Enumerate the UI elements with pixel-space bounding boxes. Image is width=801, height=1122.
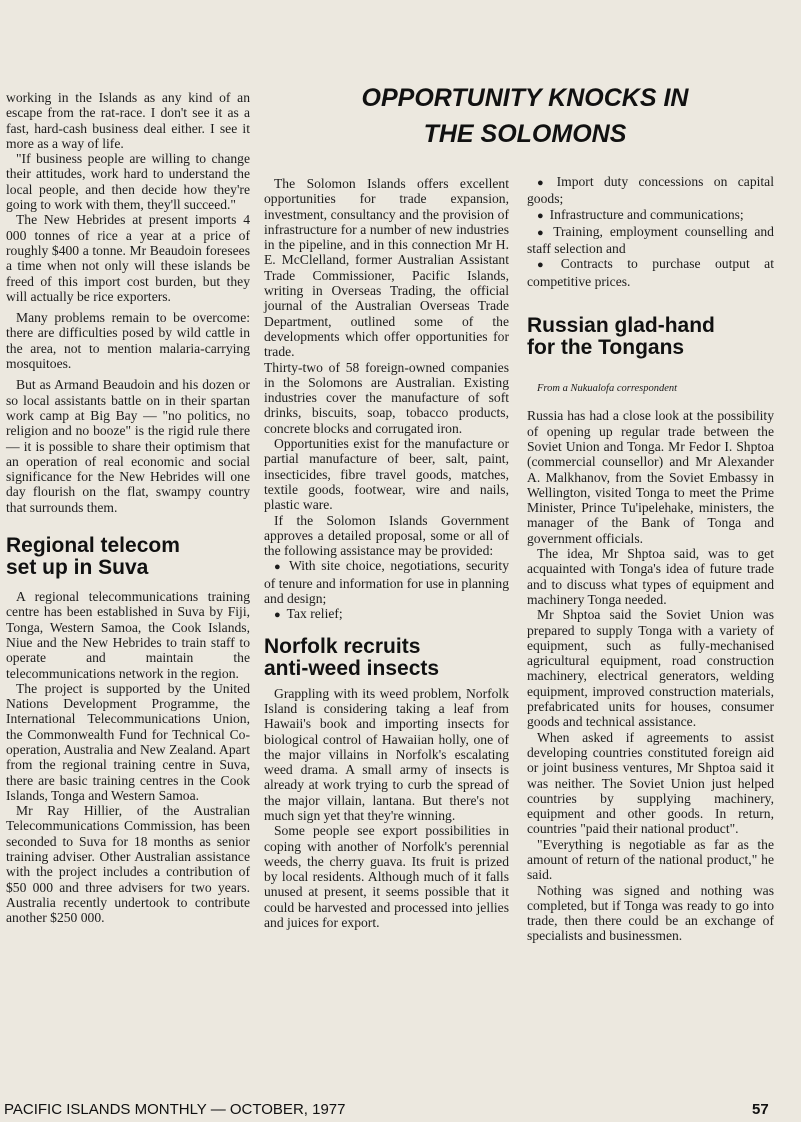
russia-headline-line2: for the Tongans xyxy=(527,336,685,360)
column-3 xyxy=(527,174,774,944)
solomons-bullet: ● Training, employment counselling and staff selection and xyxy=(527,224,774,257)
solomons-paragraph: Opportunities exist for the manufacture or partial manufacture of beer, salt, paint, insecticides, fibre travel goods, matches, textile goods, footwear, wire and nails, plastic ware. xyxy=(264,436,509,513)
russia-paragraph: When asked if agreements to assist developing countries constituted foreign aid or joint business ventures, Mr Shptoa said it was neither. The Soviet Union just helped countries by supplying machinery, equipment and other goods. In return, countries "paid their national product". xyxy=(527,729,774,837)
intro-paragraph: Many problems remain to be overcome: there are difficulties posed by wild cattle in the area, not to mention malaria-carrying mosquitoes. xyxy=(6,310,250,372)
publication-footer: PACIFIC ISLANDS MONTHLY — OCTOBER, 1977 xyxy=(4,1101,346,1118)
russia-headline-line1: Russian glad-hand xyxy=(527,314,715,338)
norfolk-paragraph: Some people see export possibilities in coping with another of Norfolk's perennial weeds, the cherry guava. Its fruit is prized by local residents. Although much of it falls unused at present, it seems possible that it could be harvested and processed into jellies and juices for export. xyxy=(264,823,509,931)
telecom-headline xyxy=(6,535,250,579)
telecom-headline-line2: set up in Suva xyxy=(6,556,149,580)
solomons-paragraph: If the Solomon Islands Government approves a detailed proposal, some or all of the following assistance may be provided: xyxy=(264,512,509,559)
page-number: 57 xyxy=(752,1101,769,1118)
russia-paragraph: Russia has had a close look at the possibility of opening up regular trade between the Soviet Union and Tonga. Mr Fedor I. Shptoa (commercial counsellor) and Mr Alexander A. Malkhanov, from the Soviet Embassy in Wellington, visited Tonga to meet the Prime Minister, Prince Tu'ipelehake, ministers, the manager of the Bank of Tonga and government officials. xyxy=(527,408,774,546)
russia-headline xyxy=(527,315,774,359)
intro-paragraph: working in the Islands as any kind of an escape from the rat-race. I don't see it as a fast, hard-cash business deal either. I see it more as a way of life. xyxy=(6,90,250,151)
norfolk-headline-line2: anti-weed insects xyxy=(264,656,440,680)
solomons-paragraph: The Solomon Islands offers excellent opportunities for trade expansion, investment, consultancy and the provision of infrastructure for a number of new industries in the pipeline, and in this connection Mr H. E. McClelland, former Australian Assistant Trade Commissioner, Pacific Islands, writing in Overseas Trading, the official journal of the Australian Overseas Trade Department, outlined some of the developments which offer opportunities for trade. xyxy=(264,176,509,360)
russia-paragraph: "Everything is negotiable as far as the amount of return of the national product," he said. xyxy=(527,836,774,883)
russia-paragraph: Nothing was signed and nothing was completed, but if Tonga was ready to go into trade, then there could be an exchange of specialists and businessmen. xyxy=(527,882,774,944)
norfolk-paragraph: Grappling with its weed problem, Norfolk Island is considering taking a leaf from Hawaii's book and importing insects for biological control of Hawaiian holly, one of the major villains in Norfolk's escalating weed drama. A small army of insects is already at work trying to curb the spread of the major villain, lantana. But there's not much sign yet that they're winning. xyxy=(264,685,509,823)
telecom-headline-line1: Regional telecom xyxy=(6,534,180,558)
solomons-bullet: ● Tax relief; xyxy=(264,606,509,623)
solomons-paragraph: Thirty-two of 58 foreign-owned companies in the Solomons are Australian. Existing industries cover the manufacture of soft drinks, biscuits, soap, tobacco products, concrete blocks and corrugated iron. xyxy=(264,359,509,436)
solomons-headline-line2: THE SOLOMONS xyxy=(423,120,627,148)
solomons-bullet: ● With site choice, negotiations, security of tenure and information for use in planning and design; xyxy=(264,558,509,606)
russia-paragraph: Mr Shptoa said the Soviet Union was prepared to supply Tonga with a variety of equipment, such as fully-mechanised agricultural equipment, road construction machinery, electrical generators, welding equipment, improved construction materials, prefabricated units for houses, consumer goods and technical assistance. xyxy=(527,607,774,730)
solomons-bullet: ● Infrastructure and communications; xyxy=(527,207,774,224)
intro-paragraph: "If business people are willing to change their attitudes, work hard to understand the local people, and then decide how they're going to work with them, they'll succeed." xyxy=(6,151,250,213)
intro-paragraph: But as Armand Beaudoin and his dozen or so local assistants battle on in their spartan work camp at Big Bay — "no politics, no religion and no booze" is the rigid rule there — it is possible to share their optimism that an operation of real economic and social significance for the New Hebrides will one day flourish on the flat, swampy country that surrounds them. xyxy=(6,377,250,515)
norfolk-headline xyxy=(264,636,509,680)
norfolk-headline-line1: Norfolk recruits xyxy=(264,634,421,658)
intro-paragraph: The New Hebrides at present imports 4 000 tonnes of rice a year at a price of roughly $400 a tonne. Mr Beaudoin foresees a time when not only will these islands be freed of this import cost burden, but they will actually be rice exporters. xyxy=(6,212,250,304)
solomons-headline-line1: OPPORTUNITY KNOCKS IN xyxy=(361,84,689,112)
solomons-headline xyxy=(300,80,750,152)
telecom-paragraph: A regional telecommunications training centre has been established in Suva by Fiji, Tonga, Western Samoa, the Cook Islands, Niue and the New Hebrides to train staff to operate and maintain the telecommunications network in the region. xyxy=(6,589,250,681)
column-2 xyxy=(264,176,509,930)
solomons-bullet: ● Contracts to purchase output at competitive prices. xyxy=(527,256,774,289)
telecom-paragraph: Mr Ray Hillier, of the Australian Telecommunications Commission, has been seconded to Suva for 18 months as senior training adviser. Other Australian assistance with the project includes a contribution of $50 000 and three advisers for two years. Australia recently undertook to contribute another $250 000. xyxy=(6,803,250,926)
russia-paragraph: The idea, Mr Shptoa said, was to get acquainted with Tonga's idea of future trade and to discuss what types of equipment and machinery Tonga needed. xyxy=(527,546,774,607)
telecom-paragraph: The project is supported by the United Nations Development Programme, the International Telecommunications Union, the Commonwealth Fund for Technical Co-operation, Australia and New Zealand. Apart from the regional training centre in Suva, there are basic training centres in the Cook Islands, Tonga and Western Samoa. xyxy=(6,680,250,803)
solomons-bullet: ● Import duty concessions on capital goods; xyxy=(527,174,774,207)
column-1 xyxy=(6,90,250,926)
russia-byline: From a Nukualofa correspondent xyxy=(537,383,678,395)
